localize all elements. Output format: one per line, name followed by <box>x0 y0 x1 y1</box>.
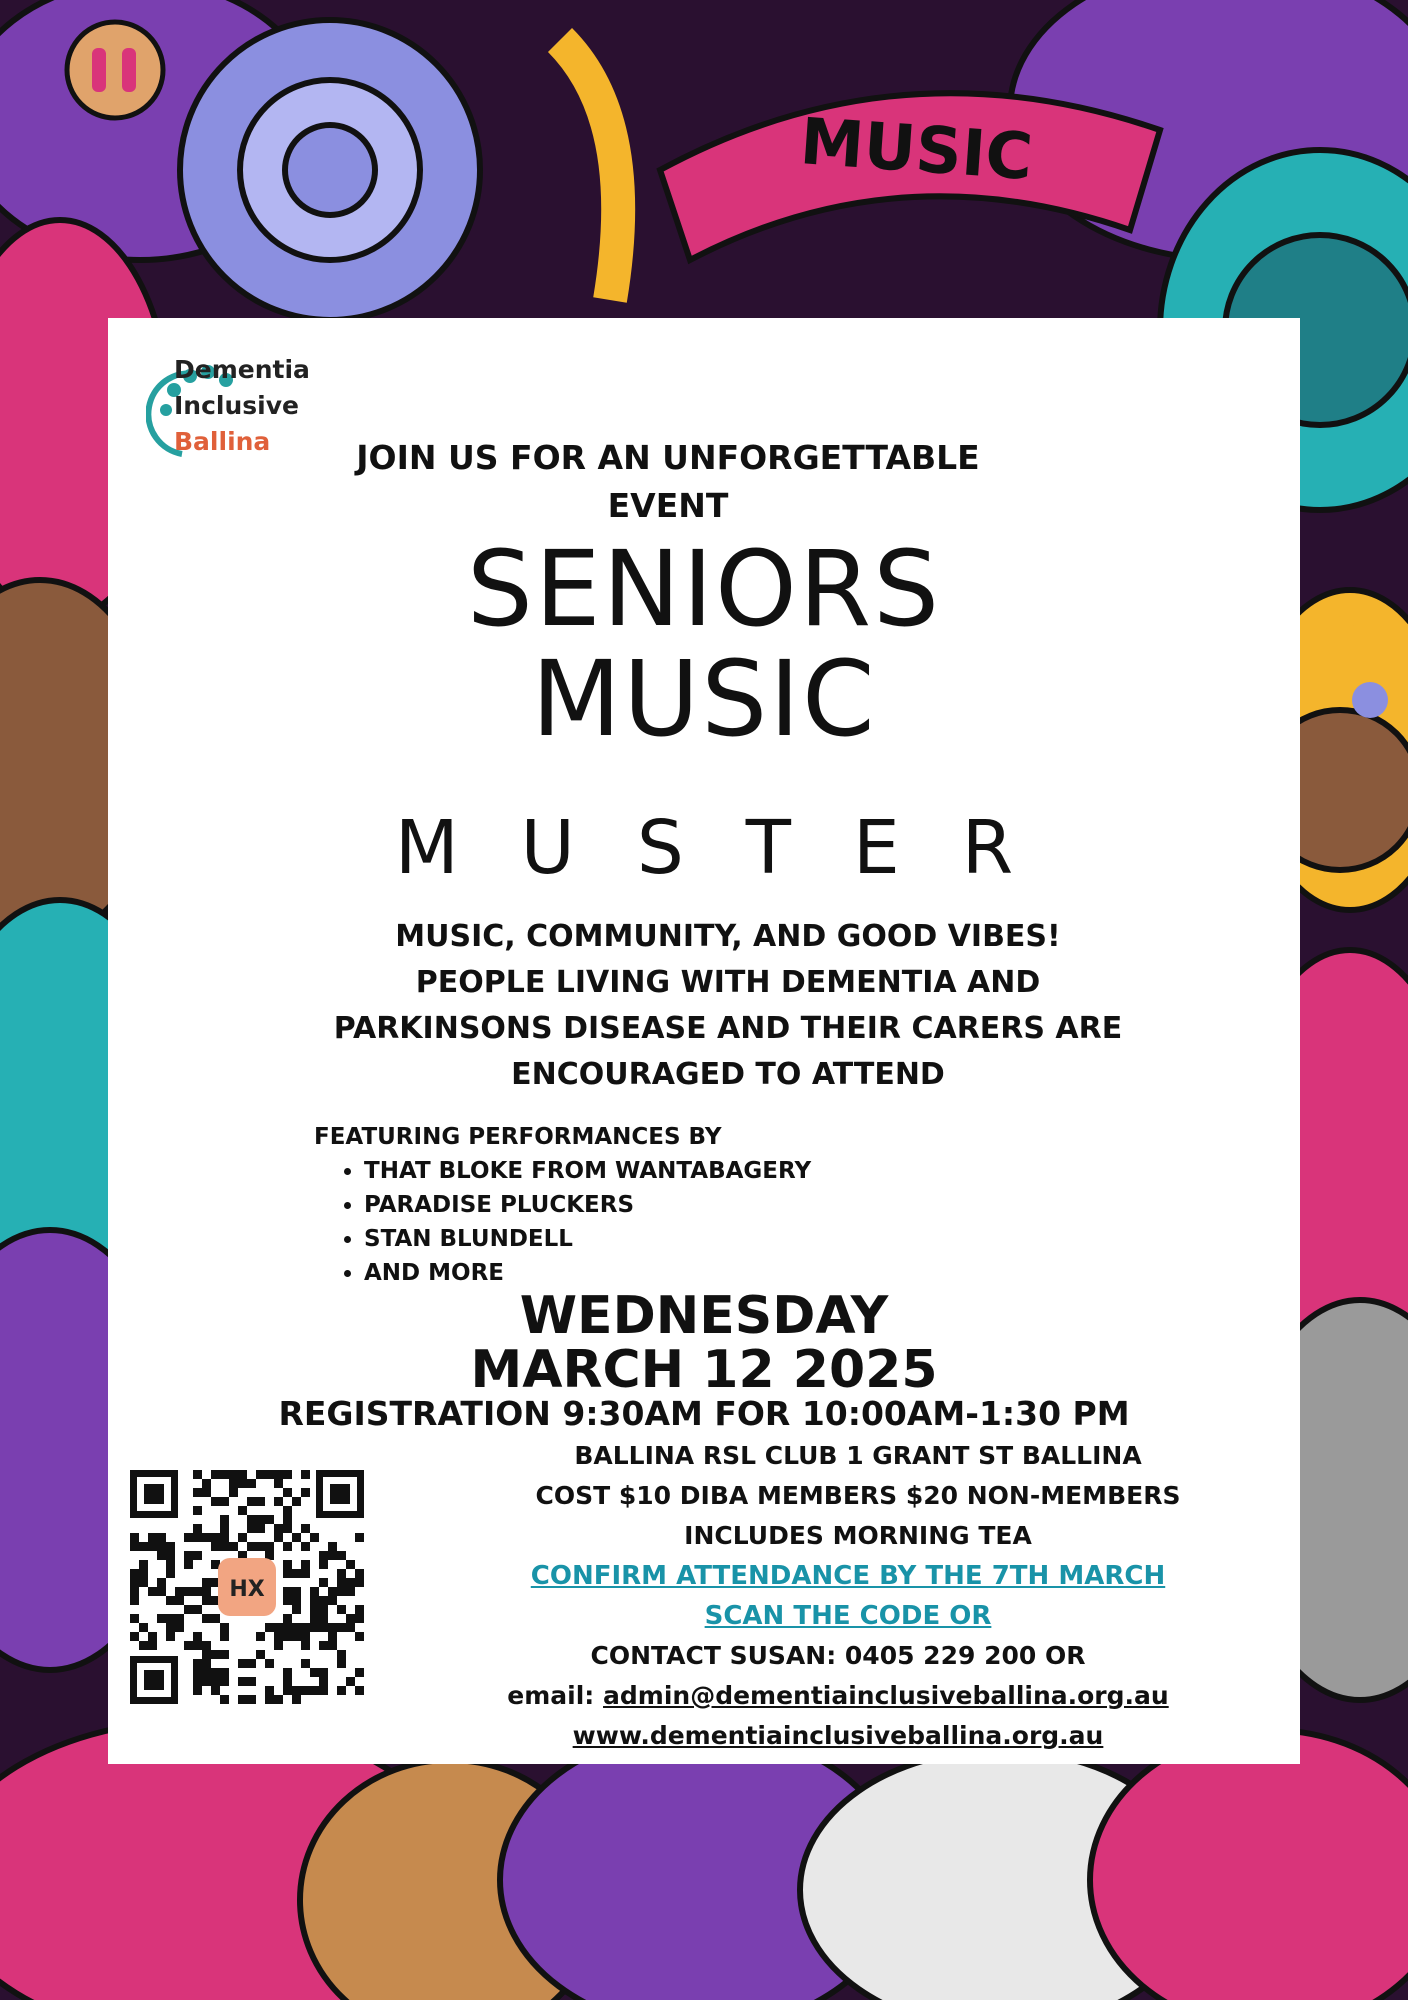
intro-text: JOIN US FOR AN UNFORGETTABLE EVENT <box>356 438 980 525</box>
title-line-seniors: SENIORS <box>466 528 942 650</box>
performer-item: • STAN BLUNDELL <box>364 1222 811 1256</box>
includes-text: INCLUDES MORNING TEA <box>684 1521 1032 1550</box>
title-line-muster: MUSTER <box>394 805 1076 891</box>
performer-item: • THAT BLOKE FROM WANTABAGERY <box>364 1154 811 1188</box>
logo-line2: Inclusive <box>174 391 299 420</box>
logo-line3: Ballina <box>174 427 271 456</box>
description-line: PARKINSONS DISEASE AND THEIR CARERS ARE <box>333 1011 1123 1046</box>
performer-list <box>314 1154 811 1290</box>
description-line: PEOPLE LIVING WITH DEMENTIA AND <box>415 965 1041 1000</box>
event-details <box>448 1436 1268 1556</box>
confirm-attendance <box>428 1556 1268 1636</box>
performer-item: • AND MORE <box>364 1256 811 1290</box>
cost-text: COST $10 DIBA MEMBERS $20 NON-MEMBERS <box>535 1481 1181 1510</box>
poster-card <box>108 318 1300 1764</box>
event-date: MARCH 12 2025 <box>470 1340 938 1400</box>
performer-item: • PARADISE PLUCKERS <box>364 1188 811 1222</box>
qr-code[interactable] <box>130 1470 364 1704</box>
contact-phone: CONTACT SUSAN: 0405 229 200 OR <box>590 1641 1086 1670</box>
contact-info <box>398 1636 1278 1756</box>
music-banner-text: MUSIC <box>797 105 1035 196</box>
contact-email-line <box>398 1676 1278 1716</box>
description-line: ENCOURAGED TO ATTEND <box>511 1057 945 1092</box>
title-line-music: MUSIC <box>531 638 877 760</box>
description-line: MUSIC, COMMUNITY, AND GOOD VIBES! <box>395 919 1061 954</box>
event-title <box>108 528 1300 760</box>
featuring-heading: FEATURING PERFORMANCES BY <box>314 1124 722 1150</box>
logo-line1: Dementia <box>174 355 310 384</box>
website-link[interactable]: www.dementiainclusiveballina.org.au <box>572 1721 1104 1750</box>
venue-text: BALLINA RSL CLUB 1 GRANT ST BALLINA <box>574 1441 1142 1470</box>
email-link[interactable]: admin@dementiainclusiveballina.org.au <box>603 1681 1169 1710</box>
scan-code-link[interactable]: SCAN THE CODE OR <box>704 1601 992 1631</box>
event-description <box>228 914 1228 1098</box>
logo-wordmark <box>174 352 310 460</box>
qr-badge-text: HX <box>229 1577 265 1602</box>
confirm-link[interactable]: CONFIRM ATTENDANCE BY THE 7TH MARCH <box>530 1561 1166 1591</box>
event-day: WEDNESDAY <box>519 1286 889 1346</box>
email-label: email: <box>507 1681 595 1710</box>
registration-time: REGISTRATION 9:30AM FOR 10:00AM-1:30 PM <box>278 1394 1130 1433</box>
